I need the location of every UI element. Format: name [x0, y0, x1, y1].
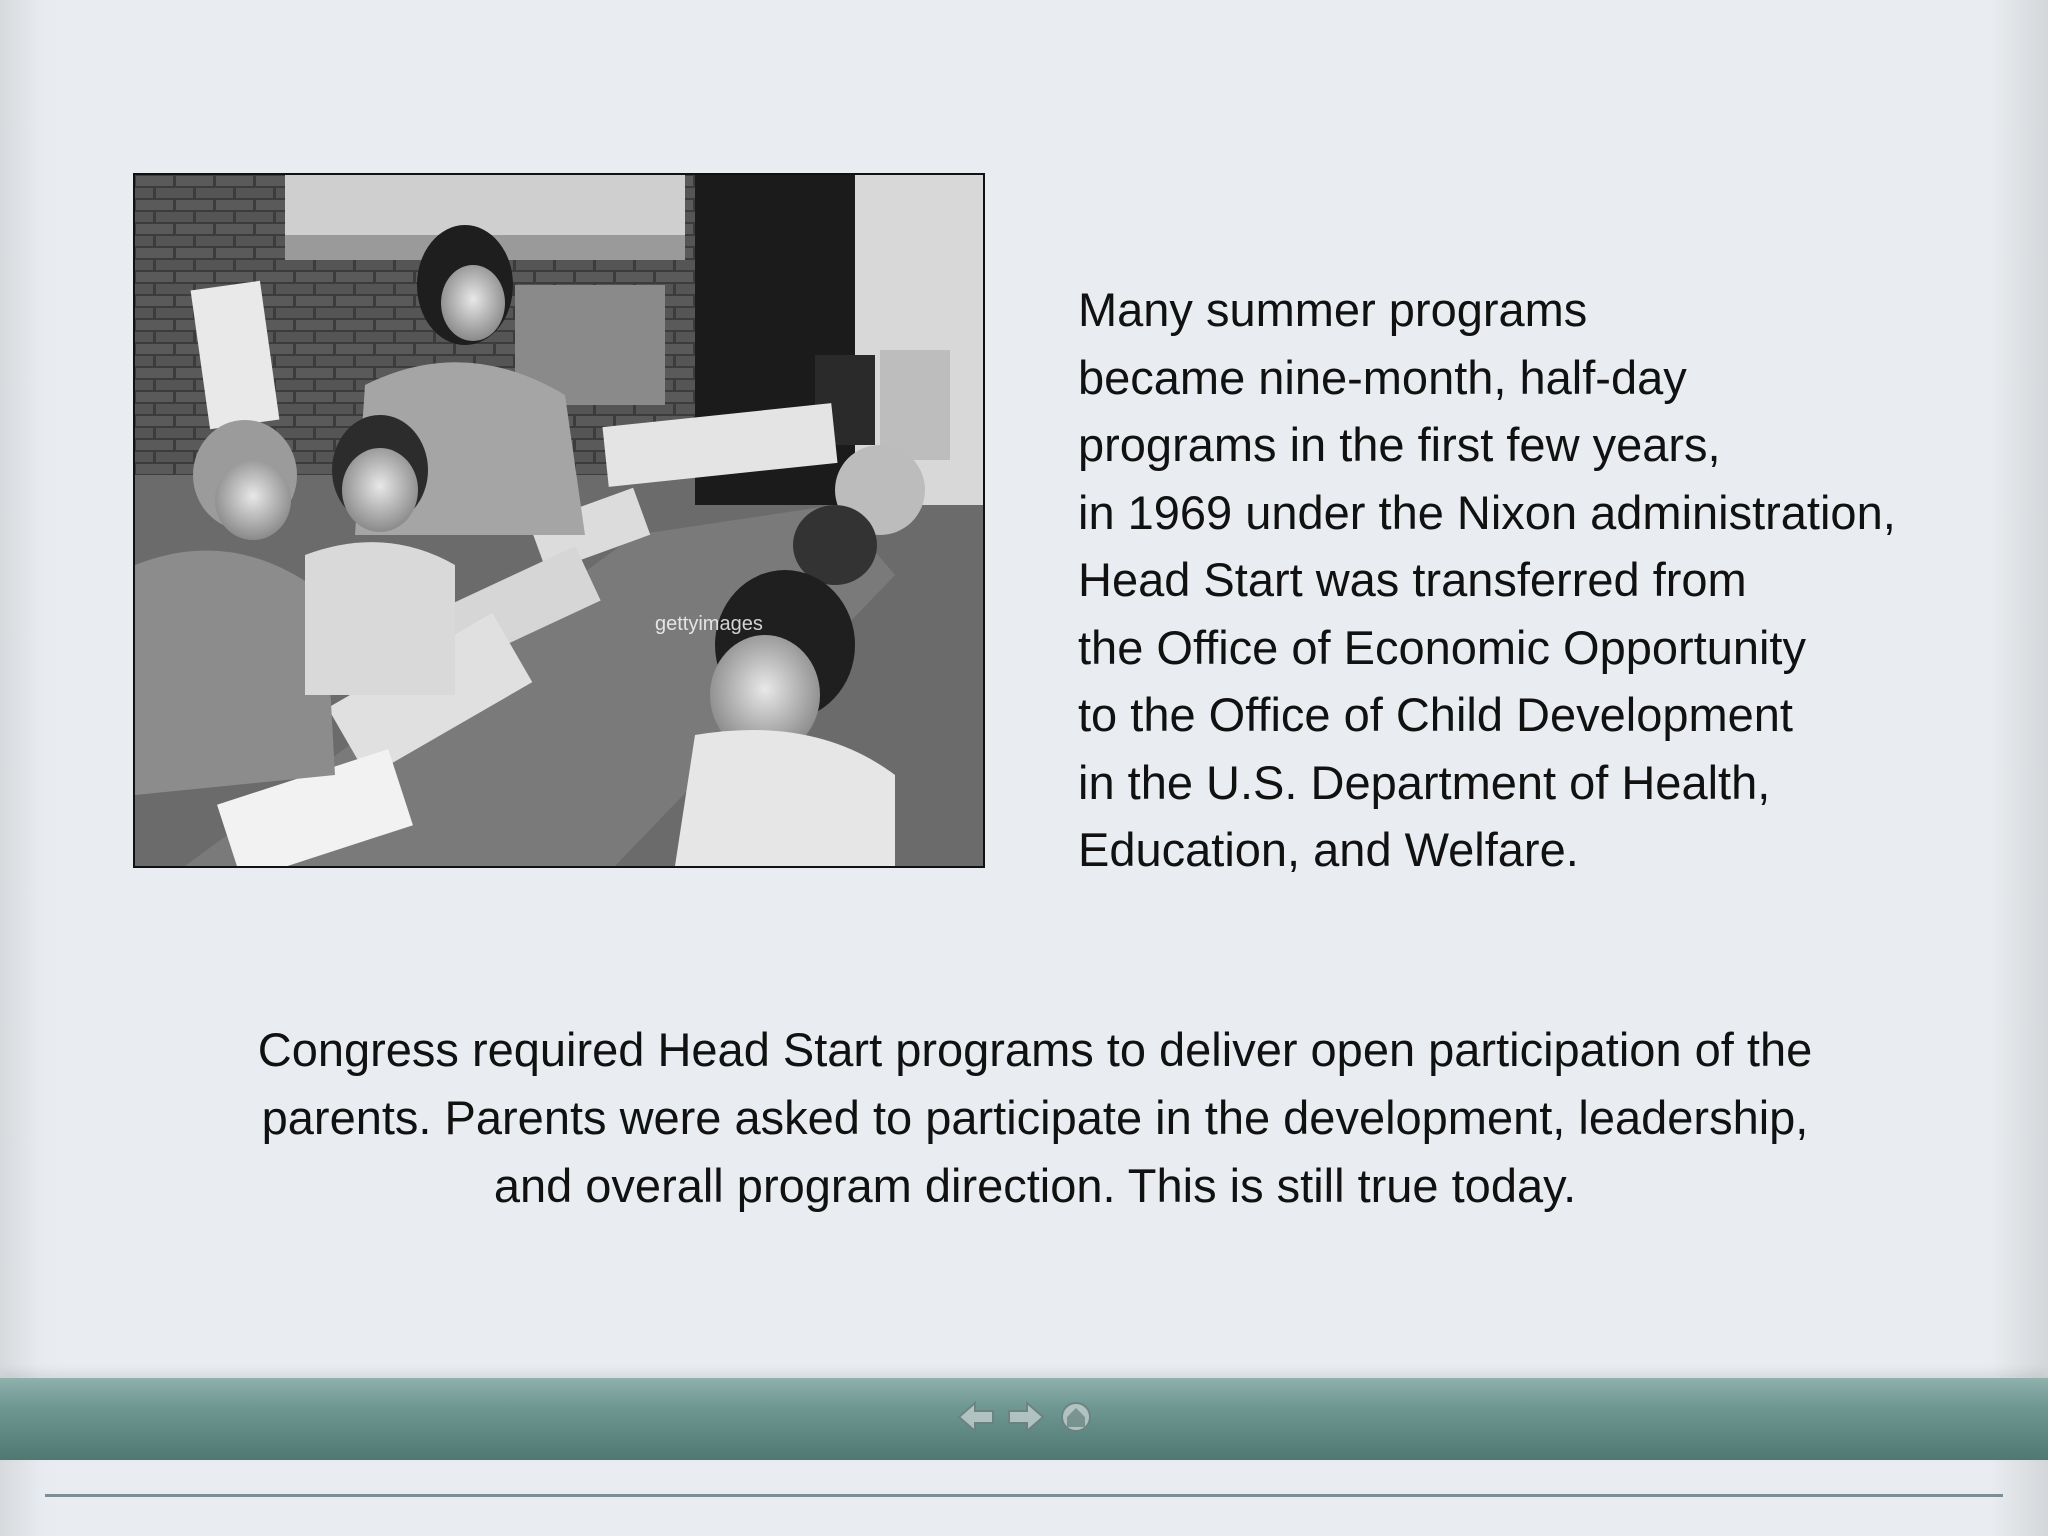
bottom-paragraph — [120, 1016, 1950, 1220]
home-icon[interactable] — [1055, 1398, 1097, 1436]
side-paragraph — [1078, 276, 2018, 884]
side-line: Education, and Welfare. — [1078, 823, 1579, 876]
bottom-rule — [45, 1494, 2003, 1497]
side-line: in 1969 under the Nixon administration, — [1078, 485, 1896, 539]
side-line: the Office of Economic Opportunity — [1078, 620, 1806, 674]
side-line: became nine-month, half-day — [1078, 350, 1687, 404]
bottom-line: Congress required Head Start programs to deliver open participation of the — [257, 1023, 1813, 1076]
bottom-line: parents. Parents were asked to participate in the development, leadership, — [261, 1091, 1809, 1144]
bottom-line: and overall program direction. This is still true today. — [493, 1159, 1577, 1212]
side-line: to the Office of Child Development — [1078, 688, 1793, 741]
classroom-photo — [133, 173, 985, 868]
side-line: in the U.S. Department of Health, — [1078, 755, 1771, 809]
side-line: programs in the first few years, — [1078, 418, 1721, 471]
forward-icon[interactable] — [1005, 1398, 1047, 1436]
side-line: Head Start was transferred from — [1078, 553, 1747, 606]
side-line: Many summer programs — [1078, 283, 1588, 336]
slide-nav — [955, 1398, 1097, 1436]
photo-watermark: gettyimages — [655, 613, 763, 635]
back-icon[interactable] — [955, 1398, 997, 1436]
